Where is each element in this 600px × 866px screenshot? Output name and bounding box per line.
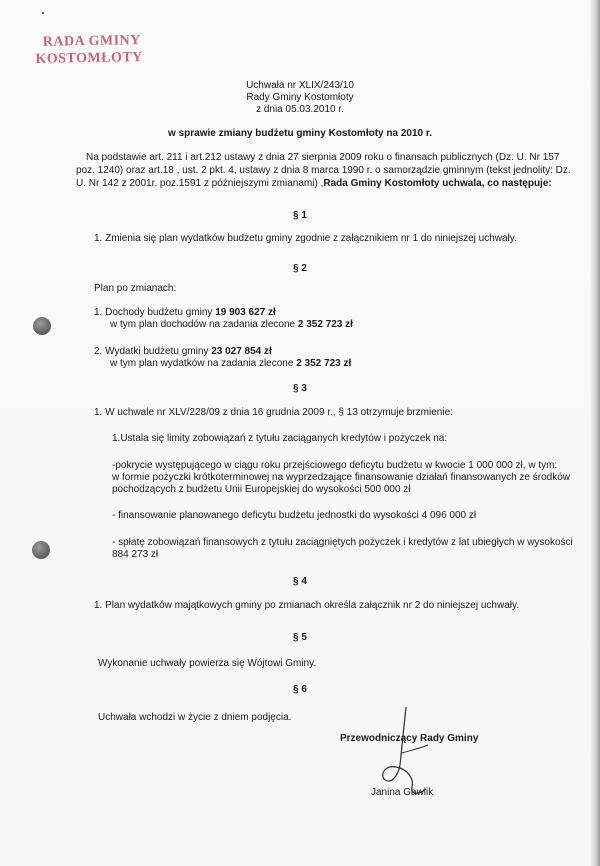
- section-2-intro: Plan po zmianach:: [94, 283, 177, 294]
- preamble-line-3-text: U. Nr 142 z 2001r. poz.1591 z późniejszymi zmianami) ,: [76, 178, 324, 189]
- section-3-limits-intro: 1.Ustala się limity zobowiązań z tytułu zaciąganych kredytów i pożyczek na:: [112, 433, 448, 444]
- commissioned-revenue-value: 2 352 723 zł: [297, 319, 353, 330]
- section-1-heading: § 1: [293, 210, 307, 221]
- revenue-label: 1. Dochody budżetu gminy: [94, 307, 216, 318]
- signatory-role: Przewodniczący Rady Gminy: [340, 733, 479, 744]
- stamp-line-2: KOSTOMŁOTY: [35, 50, 143, 67]
- punch-hole-top: [33, 317, 51, 335]
- preamble-enactment: Rada Gminy Kostomłoty uchwala, co następuje:: [323, 178, 552, 189]
- resolution-number: Uchwała nr XLIX/243/10: [246, 80, 354, 91]
- section-3-dash-3-line-2: 884 273 zł: [112, 549, 159, 560]
- section-3-dash-1-line-2: w formie pożyczki krótkoterminowej na wyprzedzające finansowanie działań finansowanych ze środków: [112, 472, 570, 483]
- preamble-line-1: Na podstawie art. 211 i art.212 ustawy z dnia 27 sierpnia 2009 roku o finansach publicznych (Dz. U. Nr 157: [86, 152, 560, 163]
- section-3-item: 1. W uchwale nr XLV/228/09 z dnia 16 grudnia 2009 r., § 13 otrzymuje brzmienie:: [94, 407, 453, 418]
- signatory-name: Janina Gawlik: [371, 787, 434, 798]
- expenditure-label: 2. Wydatki budżetu gminy: [94, 346, 212, 357]
- section-1-item: 1. Zmienia się plan wydatków budżetu gminy zgodnie z załącznikiem nr 1 do niniejszej uchwały.: [94, 233, 517, 244]
- stamp-line-1: RADA GMINY: [42, 33, 141, 50]
- scan-speck: [42, 12, 44, 14]
- section-2-item-2: [94, 346, 272, 359]
- section-3-heading: § 3: [293, 383, 307, 394]
- section-2-item-2-sub: [110, 358, 351, 371]
- section-5-text: Wykonanie uchwały powierza się Wójtowi Gminy.: [98, 658, 317, 669]
- resolution-date: z dnia 05.03.2010 r.: [256, 104, 344, 115]
- preamble-line-3: [76, 178, 552, 191]
- commissioned-expenditure-value: 2 352 723 zł: [296, 358, 352, 369]
- revenue-value: 19 903 627 zł: [215, 307, 276, 318]
- commissioned-revenue-label: w tym plan dochodów na zadania zlecone: [110, 319, 298, 330]
- section-2-heading: § 2: [293, 263, 307, 274]
- resolution-subject: w sprawie zmiany budżetu gminy Kostomłoty na 2010 r.: [168, 128, 432, 139]
- handwritten-signature: [378, 705, 438, 800]
- section-2-item-1: [94, 307, 276, 320]
- section-4-item: 1. Plan wydatków majątkowych gminy po zmianach określa załącznik nr 2 do niniejszej uchwały.: [94, 600, 520, 611]
- section-2-item-1-sub: [110, 319, 353, 332]
- expenditure-value: 23 027 854 zł: [211, 346, 272, 357]
- section-4-heading: § 4: [293, 576, 307, 587]
- council-stamp: [34, 32, 145, 68]
- preamble-line-2: poz. 1240) oraz art.18 , ust. 2 pkt. 4, ustawy z dnia 8 marca 1990 r. o samorządzie gminnym (tekst jednolity: Dz.: [76, 165, 571, 176]
- section-6-text: Uchwała wchodzi w życie z dniem podjęcia.: [98, 712, 292, 723]
- section-3-dash-1-line-3: pochodzących z budżetu Unii Europejskiej do wysokości 500 000 zł: [112, 484, 411, 495]
- section-3-dash-1-line-1: -pokrycie występującego w ciągu roku przejściowego deficytu budżetu w kwocie 1 000 000 zł, w tym:: [112, 460, 558, 471]
- resolution-body: Rady Gminy Kostomłoty: [246, 92, 354, 103]
- commissioned-expenditure-label: w tym plan wydatków na zadania zlecone: [110, 358, 297, 369]
- section-3-dash-2: - finansowanie planowanego deficytu budżetu jednostki do wysokości 4 096 000 zł: [112, 510, 477, 521]
- punch-hole-bottom: [32, 541, 50, 559]
- section-6-heading: § 6: [293, 684, 307, 695]
- section-5-heading: § 5: [293, 632, 307, 643]
- section-3-dash-3-line-1: - spłatę zobowiązań finansowych z tytułu zaciągniętych pożyczek i kredytów z lat ubiegłych w wysokości: [112, 537, 573, 548]
